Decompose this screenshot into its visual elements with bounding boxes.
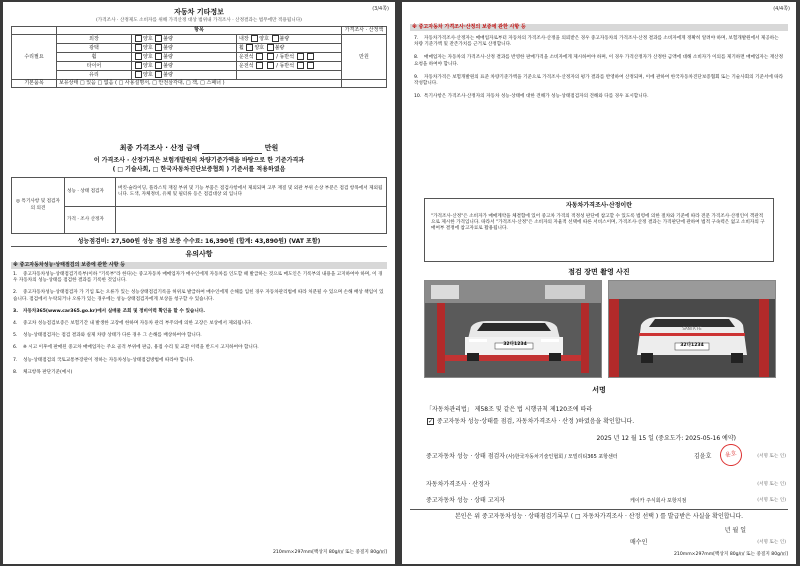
special-text: 버킷·슬라이딩, 플라스틱 재질 부위 및 기능 부품은 점검사항에서 제외되며 고무 재질 및 외관 부위 손상 부분은 점검 항목에서 제외됩니다. 도색, 자체정비, 유체 및 필터류 등은 점검대상 외 입니다: [116, 178, 387, 207]
fee-line: 성능점검비: 27,500원 성능 점검 보증 수수료: 16,390원 (합계: 43,890원) (VAT 포함): [11, 238, 387, 247]
box-title: 자동차가격조사·산정이란: [565, 202, 633, 209]
list-item: 4. 중고차 성능점검보증은 보험기간 내 발생한 고장에 한하며 자동차 관리 부주의에 의한 고장은 보상에서 제외됩니다.: [13, 321, 253, 327]
list-item: 6. ※ 시고 이후에 판매된 중고차 매매업자는 주요 골격 부위에 판금, 용접 수리 및 교환 이력을 반드시 고지하여야 합니다.: [13, 345, 259, 351]
price-header: 가격조사 · 산정액: [342, 27, 387, 35]
list-item: 1. 중고자동차성능·상태점검기록부(이하 "기록부"라 한다)는 중고자동차 매매업자가 매수인에게 자동차를 인도할 때 발급하는 것으로 매도인은 기록부의 내용을 고지하여야 하며, 이 경우 자동차의 성능·상태를 점검한 결과를 기록한 것입니다.: [13, 272, 383, 284]
basic-items: 보유상태 □ 있음 □ 없음 ( □ 사용설명서, □ 안전삼각대, □ 잭, □ 스패너 ): [57, 80, 342, 88]
repair-label: 수리필요: [12, 35, 57, 80]
checkbox[interactable]: [267, 53, 274, 60]
list-item: 5. 성능·상태점검자는 점검 결과와 실제 차량 상태가 다른 경우 그 손해를 배상하여야 합니다.: [13, 333, 202, 339]
license-plate: 32다1234: [680, 343, 704, 348]
checkbox[interactable]: [297, 53, 304, 60]
table-row: 타이어 양호 불량 운전석 / 동반석: [12, 62, 387, 71]
notice-bar: ※ 중고자동차성능·상태점검의 보증에 관한 사항 등: [11, 262, 387, 269]
list-item: 7. 성능·상태점검의 국토교통부장관이 정하는 자동차성능·상태점검방법에 따라야 합니다.: [13, 357, 195, 363]
checkbox[interactable]: [135, 53, 142, 60]
divider: [410, 509, 788, 510]
car-photo-svg: [425, 281, 601, 377]
page-footer: 210mm×297mm[백상지 80g/㎡ 또는 중질지 80g/㎡]: [673, 552, 788, 557]
final-price: 최종 가격조사 · 산정 금액 만원: [119, 144, 279, 152]
inspector-name: 김윤호: [694, 453, 712, 460]
sign-line-2: ✓ 중고자동차 성능·상태를 점검, 자동차가격조사 · 산정 )하였음을 확인합니다.: [426, 418, 786, 426]
list-item: 3. 자동차365(www.car365.go.kr)에서 실매물 조회 및 정비이력 확인을 할 수 있습니다.: [13, 308, 205, 314]
notifier-org: 케이카 주식회사 포항지점: [630, 498, 687, 504]
table-row: 휠 양호 불량 운전석 / 동반석: [12, 53, 387, 62]
checkbox[interactable]: [155, 71, 162, 78]
checkbox[interactable]: [135, 44, 142, 51]
special-label: ◎ 특기사항 및 점검자의 의견: [12, 178, 65, 234]
notice-title: 유의사항: [185, 250, 213, 258]
checkbox[interactable]: [256, 62, 263, 69]
sign-or-seal: (서명 또는 인): [757, 498, 786, 503]
sign-date: 2025 년 12 월 15 일 (중요도가: 2025-05-16 예약): [596, 435, 736, 442]
notifier-label: 중고자동차 성능 · 상태 고지자: [426, 497, 506, 504]
table-row: 유리 양호 불량: [12, 71, 387, 80]
checkbox[interactable]: [272, 35, 279, 42]
right-page: [402, 2, 796, 564]
checkbox[interactable]: [155, 53, 162, 60]
checkbox[interactable]: [267, 44, 274, 51]
license-plate: 32다1234: [503, 342, 527, 347]
left-page: [3, 2, 395, 564]
appraiser-label: 자동차가격조사 · 산정자: [426, 481, 490, 488]
table-row: [12, 80, 387, 88]
notice-list: [13, 272, 385, 382]
list-item: 9. 자동차가격은 보험개발원의 표준 차량기준가액을 기준으로 가격조사·산정자의 평가 결과를 반영하여 산정되며, 이에 관하여 한국자동차진단보증협회 또는 기술사회의 기준서에 따라 작성합니다.: [414, 74, 784, 87]
repair-table: [11, 26, 387, 88]
appraisal-info-box: [424, 198, 774, 262]
checkbox[interactable]: [155, 62, 162, 69]
page-title: 자동차 기타정보: [174, 8, 224, 16]
inspector-org: (사)한국자동차기술인협회 / 모빌리티365 포항센터: [506, 454, 618, 460]
receipt-line: 본인은 위 중고자동차성능 · 상태점검기록부 ( □ 자동차가격조사 · 산정 선택 ) 를 발급받은 사실을 확인합니다.: [454, 513, 744, 520]
inspection-photo-front: [424, 280, 602, 378]
basic-label: 기본품목: [12, 80, 57, 88]
box-text: "가격조사·산정"은 소비자가 매매계약을 체결함에 있어 중고차 가격의 적정성 판단에 참고할 수 있도록 법령에 의한 절차와 기준에 따라 전문 가격조사·산정인이 객관적으로 제시한 가격입니다. 따라서 "가격조사·산정"은 소비자의 자율적 선택에 따른 서비스이며, 가격조사·산정 결과는 가격판단에 관하여 법적 구속력은 없고 소비자의 구매여부 결정에 참고자료로 활용됩니다.: [431, 214, 765, 232]
checkbox[interactable]: [155, 35, 162, 42]
item-header: 항목: [57, 27, 342, 35]
price-note-1: 이 가격조사 · 산정가격은 보험개발원의 차량기준가액을 바탕으로 한 기준가격과: [93, 157, 305, 164]
page-number: (3/4쪽): [372, 6, 389, 12]
page-footer: 210mm×297mm[백상지 80g/㎡ 또는 중질지 80g/㎡]: [272, 550, 387, 555]
unit-won: 만원: [342, 35, 387, 80]
checkbox[interactable]: [297, 62, 304, 69]
buyer-label: 매수인: [630, 539, 648, 546]
sign-or-seal: (서명 또는 인): [757, 454, 786, 459]
notice-list: [414, 36, 784, 107]
checkbox[interactable]: [256, 53, 263, 60]
list-item: 7. 자동차가격조사·산정자는 매매업자로부터 자동차의 가격조사·산정을 의뢰받은 경우 중고자동차의 가격조사·산정 결과를 소비자에게 정확히 알려야 하며, 보험개발원에서 제공하는 차량 기준가액 및 잔존가치를 근거로 산정합니다.: [414, 36, 779, 48]
checkbox[interactable]: [135, 71, 142, 78]
sign-line-1: 「자동차관리법」 제58조 및 같은 법 시행규칙 제120조에 따라: [426, 406, 593, 413]
price-note-2: ( □ 기술사회, □ 한국자동차진단보증협회 ) 기준서를 적용하였음: [112, 166, 286, 173]
list-item: 8. 체크항목 판단기준(예시): [13, 369, 73, 375]
sign-or-seal: (서명 또는 인): [757, 482, 786, 487]
table-row: 수리필요 외장 양호 불량 내장 양호 불량 만원: [12, 35, 387, 44]
svg-text:SANTA FE: SANTA FE: [682, 326, 702, 331]
checkbox[interactable]: [307, 53, 314, 60]
notice-bar: ※ 중고자동차 가격조사·산정의 보증에 관한 사항 등: [410, 24, 788, 31]
car-photo-svg: [609, 281, 775, 377]
red-seal-stamp: 윤호: [718, 442, 743, 467]
checkbox[interactable]: [135, 35, 142, 42]
checkbox[interactable]: [135, 62, 142, 69]
checkbox[interactable]: [155, 44, 162, 51]
checkbox-checked[interactable]: [427, 418, 434, 425]
checkbox[interactable]: [251, 35, 258, 42]
table-row: 광택 양호 불량 휠 양호 불량: [12, 44, 387, 53]
sign-title: 서명: [592, 386, 606, 394]
inspection-photo-rear: [608, 280, 776, 378]
sign-or-seal: (서명 또는 인): [757, 540, 786, 545]
list-item: 10. 특기사항은 가격조사·산정자의 자동차 성능·상태에 대한 견해가 성능·상태점검자의 견해와 다를 경우 표시합니다.: [414, 94, 649, 100]
page-subtitle: (가격조사 · 산정제도 소비자를 위해 가격산정 대상 범위내 가격조사 · 산정결과는 법무에만 적용됩니다): [96, 18, 302, 23]
list-item: 8. 매매업자는 자동차의 가격조사·산정 결과를 반영한 판매가격을 소비자에게 제시하여야 하며, 이 경우 가격산정자가 산정한 금액에 대해 소비자가 이의를 제기하면 매매업자는 재산정 요청을 하여야 합니다.: [414, 55, 784, 67]
special-table: ◎ 특기사항 및 점검자의 의견 성능 · 상태 점검자 버킷·슬라이딩, 플라스틱 재질 부위 및 기능 부품은 점검사항에서 제외되며 고무 재질 및 외관 부위 손상 부분은 점검 항목에서 제외됩니다. 도색, 자체정비, 유체 및 필터류 등은 점검대상 외 입니다 가격 · 조사 산정자: [11, 177, 387, 234]
receipt-date: 년 월 일: [724, 527, 746, 534]
list-item: 2. 중고자동차성능·상태점검자 가 기입 또는 오류가 있는 성능상태점검기록을 허위로 발급하여 매수인에게 손해를 입힌 경우 자동차관리법에 따라 처분될 수 있으며 손해 배상 책임이 있습니다. 점검에서 누락되거나 오류가 있는 경우에는 성능·상태점검자에게 보상을 청구할 수 있습니다.: [13, 290, 384, 302]
checkbox[interactable]: [267, 62, 274, 69]
photo-title: 점검 장면 촬영 사진: [568, 268, 630, 276]
checkbox[interactable]: [307, 62, 314, 69]
inspector-label: 중고자동차 성능 · 상태 점검자: [426, 453, 506, 460]
page-number: (4/4쪽): [773, 6, 790, 12]
checkbox[interactable]: [246, 44, 253, 51]
